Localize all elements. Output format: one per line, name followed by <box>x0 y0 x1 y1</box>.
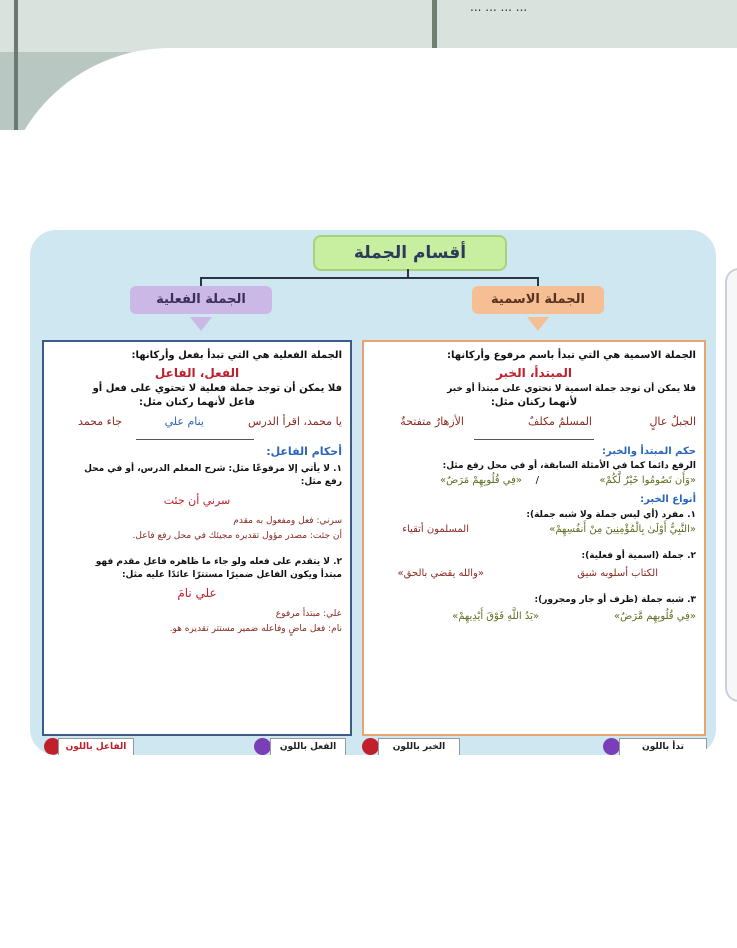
legend-predicate-color: الخبر باللون <box>378 738 460 755</box>
nominal-divider <box>474 439 594 440</box>
arrow-down-icon <box>190 317 212 331</box>
verbal-definition-line3: فاعل لأنهما ركنان مثل: <box>139 397 255 408</box>
rule-example-1: «وَأَن تَصُومُوا خَيْرٌ لَّكُمْ» <box>599 475 696 486</box>
agent-rules-title: أحكام الفاعل: <box>266 445 342 458</box>
legend-subject-color: تدأ باللون <box>619 738 707 755</box>
predicate-types-title: أنواع الخبر: <box>640 494 696 505</box>
agent-rule-2-example: علي نامَ <box>177 586 217 600</box>
nominal-example-1: الجبلُ عالٍ <box>649 415 696 428</box>
background-text: ... ... ... ... <box>470 0 528 14</box>
predicate-type-3-example-2: «يَدُ اللَّهِ فَوْقَ أَيْدِيهِمْ» <box>452 611 539 622</box>
nominal-example-2: المسلمُ مكلفٌ <box>527 415 592 428</box>
verbal-example-2: ينام علي <box>164 415 204 428</box>
legend-verb-color: الفعل باللون <box>270 738 346 755</box>
arrow-down-icon <box>527 317 549 331</box>
connector-horizontal <box>200 277 538 279</box>
subject-predicate-rule-title: حكم المبتدأ والخبر: <box>602 446 696 457</box>
verbal-definition: الجملة الفعلية هي التي تبدأ بفعل وأركانها: <box>131 350 342 361</box>
legend-agent-color: الفاعل باللون <box>58 738 134 755</box>
nominal-pillars: المبتدأ، الخبر <box>496 366 572 380</box>
nominal-example-3: الأزهارُ متفتحةٌ <box>400 415 464 428</box>
rule-example-separator: / <box>535 475 539 486</box>
agent-rule-1-cont: رفع مثل: <box>300 477 342 487</box>
agent-rule-1-explain-1: سرني: فعل ومفعول به مقدم <box>233 516 342 526</box>
nominal-sentence-panel <box>362 340 706 736</box>
nominal-definition: الجملة الاسمية هي التي تبدأ باسم مرفوع وأركانها: <box>447 350 696 361</box>
infographic-card <box>30 230 716 755</box>
nominal-definition-line3: لأنهما ركنان مثل: <box>490 397 578 408</box>
verbal-example-1: جاء محمد <box>78 415 122 428</box>
predicate-type-2-example-2: «والله يقضي بالحق» <box>397 568 484 579</box>
agent-rule-2-explain-2: نام: فعل ماضٍ وفاعله ضمير مستتر تقديره هو. <box>169 624 342 634</box>
verbal-example-3: يا محمد، اقرأ الدرس <box>248 415 342 428</box>
subject-predicate-rule: الرفع دائما كما في الأمثلة السابقة، أو في محل رفع مثل: <box>442 461 696 471</box>
predicate-type-1-example-2: المسلمون أتقياء <box>402 524 469 535</box>
right-edge-panel <box>725 268 737 702</box>
background-line-middle <box>432 0 437 55</box>
verbal-definition-line2: فلا يمكن أن توجد جملة فعلية لا تحتوي على فعل أو <box>92 383 342 394</box>
nominal-sentence-header: الجملة الاسمية <box>472 286 604 314</box>
predicate-type-1-example-1: «النَّبِيُّ أَوْلَىٰ بِالْمُؤْمِنِينَ مِنْ أَنفُسِهِمْ» <box>549 524 696 535</box>
background-line-left <box>14 0 18 130</box>
predicate-type-1: ١. مفرد (أي ليس جملة ولا شبه جملة): <box>526 510 696 520</box>
agent-rule-2-explain-1: علي: مبتدأ مرفوع <box>275 609 342 619</box>
predicate-type-2: ٢. جملة (اسمية أو فعلية): <box>581 551 696 561</box>
rule-example-2: «فِي قُلُوبِهِمْ مَرَضٌ» <box>440 475 522 486</box>
agent-rule-1-example: سرني أن جئت <box>163 494 231 507</box>
agent-rule-1: ١. لا يأتي إلا مرفوعًا مثل: شرح المعلم الدرس، أو في محل <box>84 464 342 474</box>
verbal-sentence-panel <box>42 340 352 736</box>
legend-dot-verb <box>254 738 271 755</box>
agent-rule-1-explain-2: أن جئت: مصدر مؤول تقديره مجيئك في محل رفع فاعل. <box>132 531 342 541</box>
predicate-type-3: ٣. شبه جملة (ظرف أو جار ومجرور): <box>534 595 696 605</box>
verbal-divider <box>136 439 254 440</box>
verbal-sentence-header: الجملة الفعلية <box>130 286 272 314</box>
legend-dot-subject <box>603 738 620 755</box>
nominal-definition-line2: فلا يمكن أن توجد جملة اسمية لا تحتوي على مبتدأ أو خبر <box>447 384 696 394</box>
agent-rule-2: ٢. لا يتقدم على فعله ولو جاء ما ظاهره فاعل مقدم فهو <box>95 557 342 567</box>
verbal-pillars: الفعل، الفاعل <box>154 366 240 380</box>
predicate-type-3-example-1: «فِي قُلُوبِهِم مَّرَضٌ» <box>614 611 696 622</box>
legend-dot-predicate <box>362 738 379 755</box>
agent-rule-2-cont: مبتدأ ويكون الفاعل ضميرًا مستترًا عائدًا عليه مثل: <box>121 570 342 580</box>
predicate-type-2-example-1: الكتاب أسلوبه شيق <box>577 568 658 579</box>
page-title: أقسام الجملة <box>313 235 507 271</box>
